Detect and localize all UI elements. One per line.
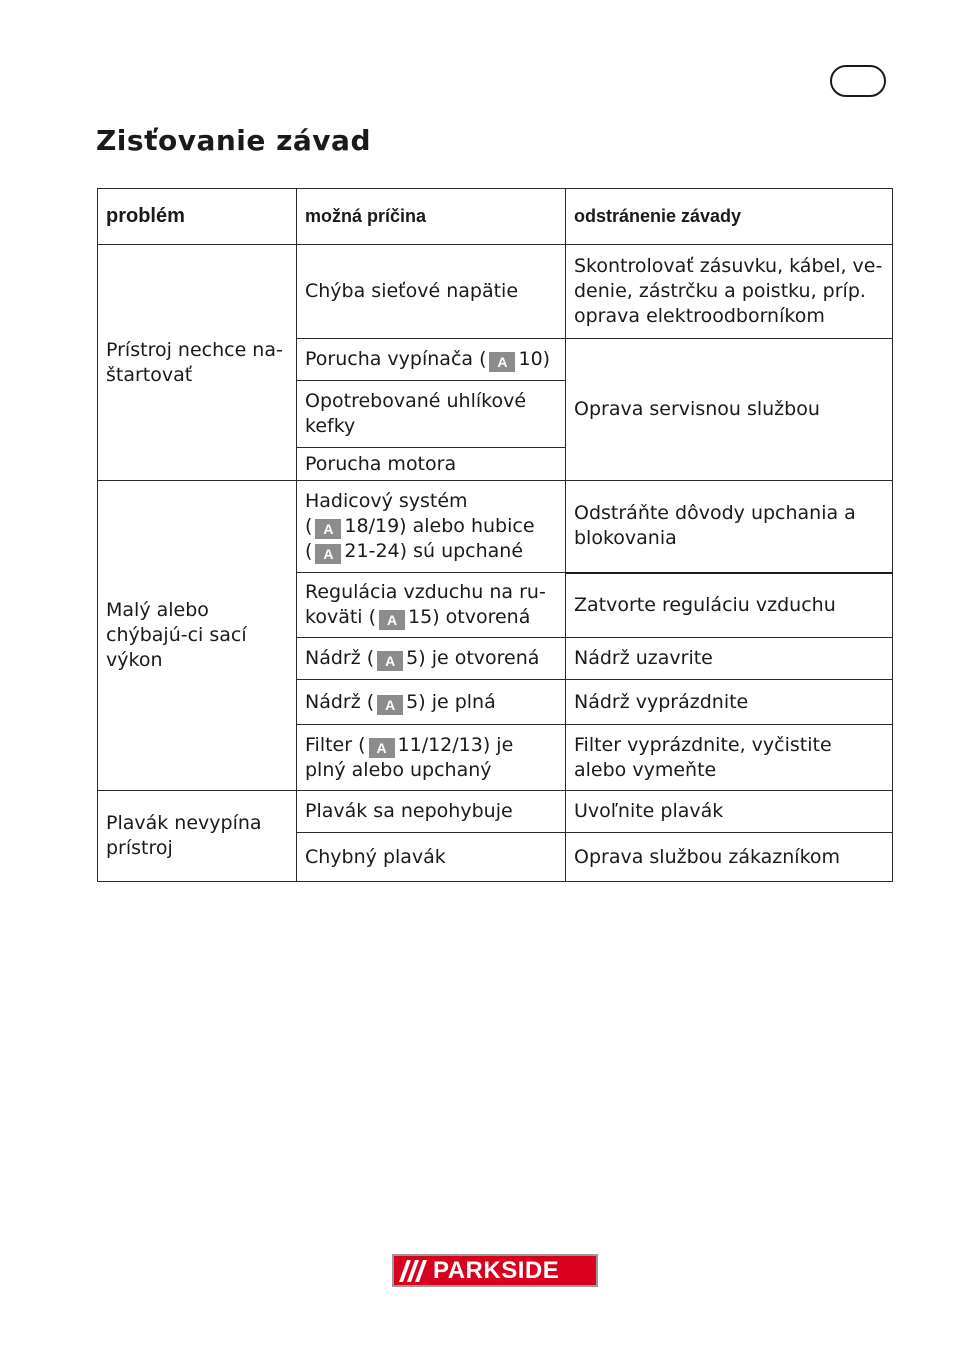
troubleshooting-table (97, 188, 893, 882)
language-badge (830, 65, 886, 97)
header-remedy: odstránenie závady (566, 189, 893, 245)
table-row (98, 791, 893, 833)
cause-text: Filter ( (305, 733, 366, 756)
parkside-logo (392, 1254, 598, 1287)
cause-cell (297, 339, 566, 381)
cause-text: Regulácia vzduchu na ru-koväti ( (305, 581, 546, 628)
cause-text: 5) je otvorená (406, 647, 540, 669)
cause-text: Nádrž ( (305, 690, 375, 713)
cause-text: 15) otvorená (408, 606, 531, 628)
cause-text: Nádrž ( (305, 647, 375, 669)
logo-stripes-icon (403, 1256, 423, 1285)
figure-ref-badge: A (379, 610, 405, 630)
remedy-cell: Nádrž vyprázdnite (566, 680, 893, 725)
remedy-cell: Skontrolovať zásuvku, kábel, ve-denie, zástrčku a poistku, príp. oprava elektroodborníkom (566, 245, 893, 339)
cause-text: 18/19) alebo hubice (344, 515, 535, 537)
remedy-cell: Zatvorte reguláciu vzduchu (566, 573, 893, 638)
page-title: Zisťovanie závad (96, 124, 371, 157)
cause-cell: Porucha motora (297, 448, 566, 481)
figure-ref-badge: A (377, 695, 403, 715)
cause-cell (297, 573, 566, 638)
cause-text: ( (305, 540, 313, 562)
figure-ref-badge: A (489, 352, 515, 372)
remedy-cell: Filter vyprázdnite, vyčistite alebo vymeňte (566, 725, 893, 791)
problem-cell: Prístroj nechce na-štartovať (98, 245, 297, 481)
cause-cell: Opotrebované uhlíkové kefky (297, 381, 566, 448)
cause-text: 10) (518, 348, 551, 370)
cause-cell (297, 481, 566, 573)
problem-cell: Malý alebo chýbajú-ci sací výkon (98, 481, 297, 791)
cause-cell (297, 680, 566, 725)
cause-text: Hadicový systém (305, 490, 468, 512)
cause-text: ( (305, 515, 313, 537)
cause-cell (297, 725, 566, 791)
figure-ref-badge: A (315, 519, 341, 539)
cause-cell (297, 638, 566, 680)
remedy-cell: Odstráňte dôvody upchania a blokovania (566, 481, 893, 573)
cause-cell: Chybný plavák (297, 833, 566, 882)
cause-text: 21-24) sú upchané (344, 540, 524, 562)
cause-line (305, 514, 557, 539)
remedy-cell: Uvoľnite plavák (566, 791, 893, 833)
remedy-cell: Oprava službou zákazníkom (566, 833, 893, 882)
figure-ref-badge: A (315, 544, 341, 564)
remedy-cell: Nádrž uzavrite (566, 638, 893, 680)
problem-cell: Plavák nevypína prístroj (98, 791, 297, 882)
cause-text: 11/12/13) je plný alebo upchaný (305, 733, 514, 781)
logo-text: PARKSIDE (433, 1256, 560, 1284)
cause-cell: Plavák sa nepohybuje (297, 791, 566, 833)
cause-cell: Chýba sieťové napätie (297, 245, 566, 339)
header-problem: problém (98, 189, 297, 245)
cause-text: Porucha vypínača ( (305, 348, 487, 370)
figure-ref-badge: A (369, 738, 395, 758)
header-cause: možná príčina (297, 189, 566, 245)
table-row (98, 245, 893, 339)
remedy-cell: Oprava servisnou službou (566, 339, 893, 481)
cause-line (305, 539, 557, 564)
table-header-row (98, 189, 893, 245)
table-row (98, 481, 893, 573)
cause-text: 5) je plná (406, 690, 496, 713)
figure-ref-badge: A (377, 651, 403, 671)
